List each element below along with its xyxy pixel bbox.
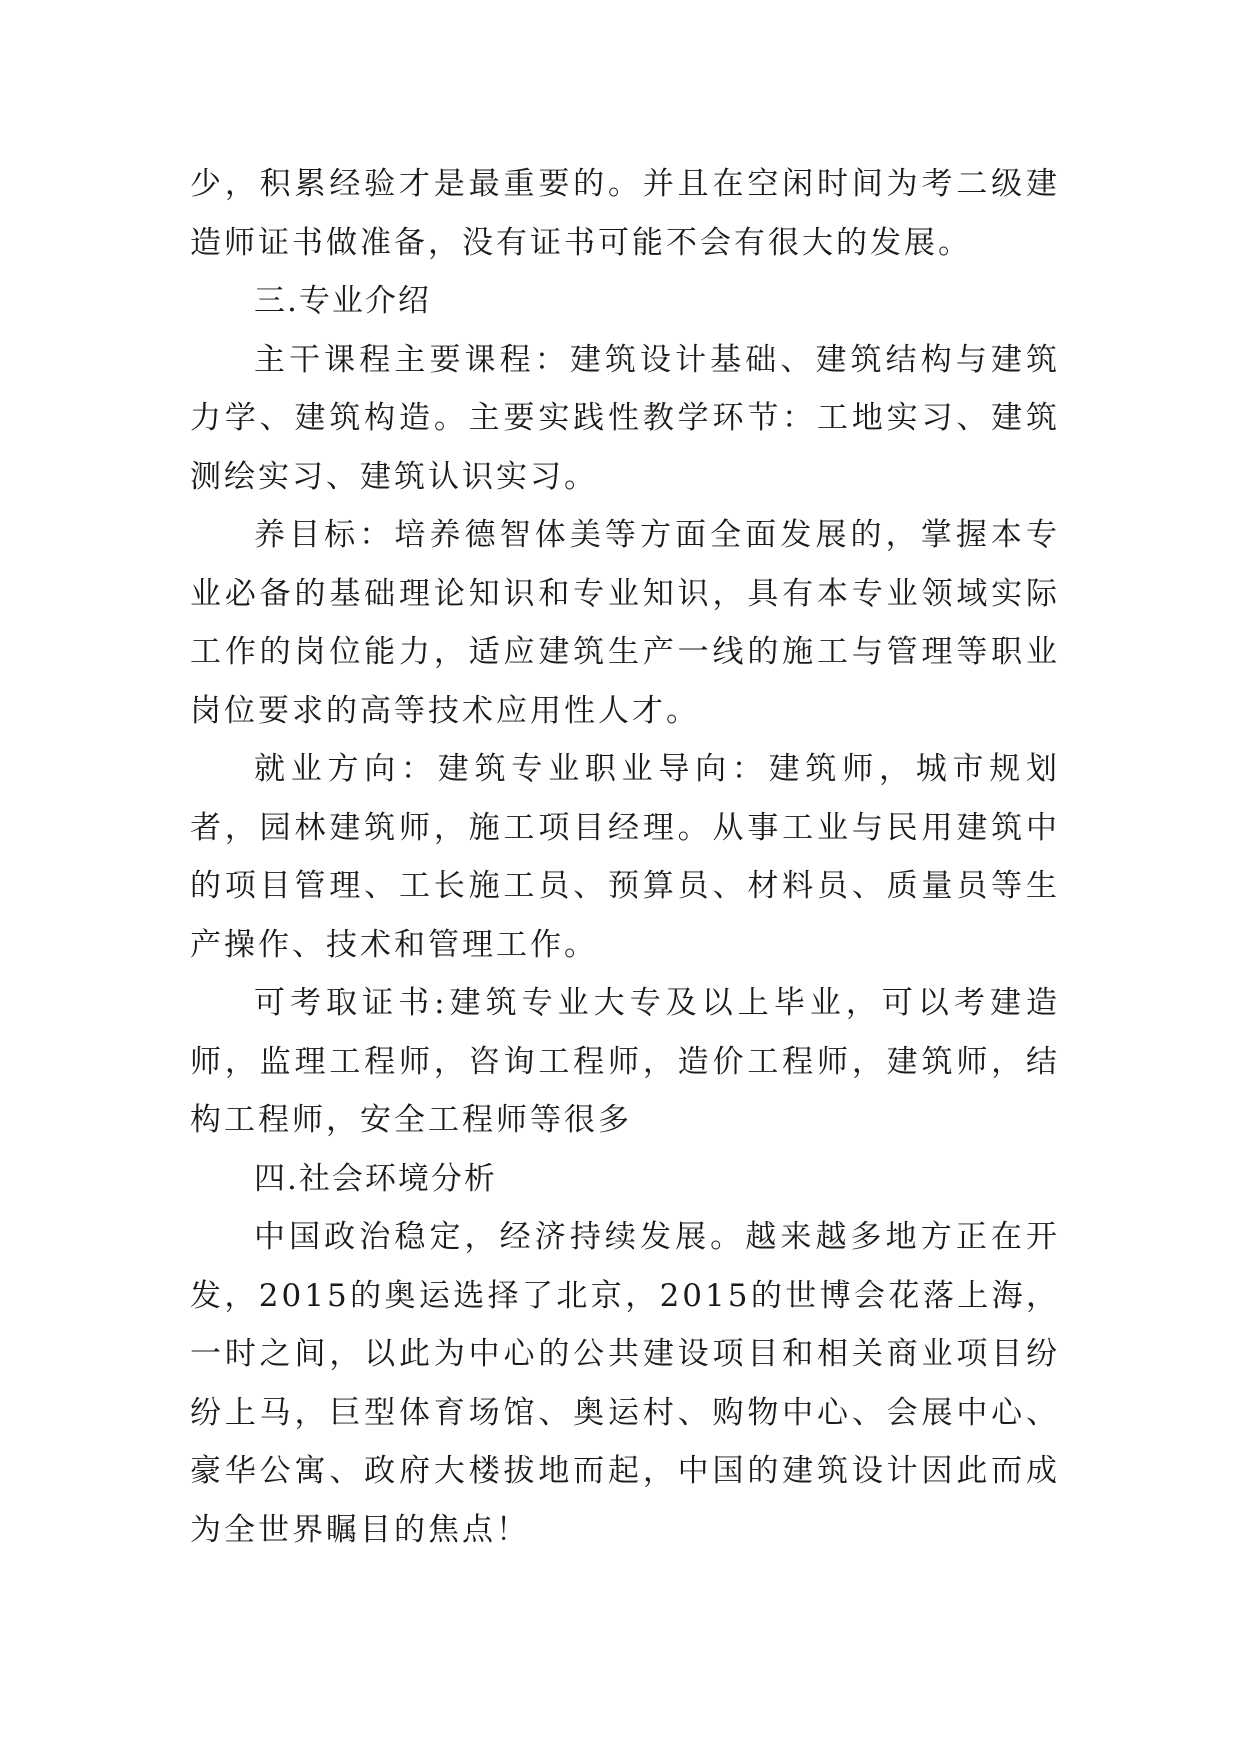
- paragraph-training-goals: 养目标：培养德智体美等方面全面发展的，掌握本专业必备的基础理论知识和专业知识，具有本专业领域实际工作的岗位能力，适应建筑生产一线的施工与管理等职业岗位要求的高等技术应用性人才。: [190, 517, 1060, 729]
- paragraph-social-analysis: 中国政治稳定，经济持续发展。越来越多地方正在开发，2015的奥运选择了北京，2015的世博会花落上海，一时之间，以此为中心的公共建设项目和相关商业项目纷纷上马，巨型体育场馆、奥运村、购物中心、会展中心、豪华公寓、政府大楼拔地而起，中国的建筑设计因此而成为全世界瞩目的焦点！: [190, 1219, 1060, 1548]
- paragraph-career-direction: 就业方向：建筑专业职业导向：建筑师，城市规划者，园林建筑师，施工项目经理。从事工业与民用建筑中的项目管理、工长施工员、预算员、材料员、质量员等生产操作、技术和管理工作。: [190, 751, 1060, 963]
- paragraph-certificates: 可考取证书:建筑专业大专及以上毕业，可以考建造师，监理工程师，咨询工程师，造价工程师，建筑师，结构工程师，安全工程师等很多: [190, 985, 1060, 1138]
- section-heading-major-intro: 三.专业介绍: [254, 283, 431, 319]
- paragraph-main-courses: 主干课程主要课程：建筑设计基础、建筑结构与建筑力学、建筑构造。主要实践性教学环节：工地实习、建筑测绘实习、建筑认识实习。: [190, 341, 1060, 495]
- document-body: [190, 155, 1060, 1559]
- paragraph-continuation: 少，积累经验才是最重要的。并且在空闲时间为考二级建造师证书做准备，没有证书可能不会有很大的发展。: [190, 166, 1060, 261]
- section-heading-social-environment: 四.社会环境分析: [254, 1160, 497, 1197]
